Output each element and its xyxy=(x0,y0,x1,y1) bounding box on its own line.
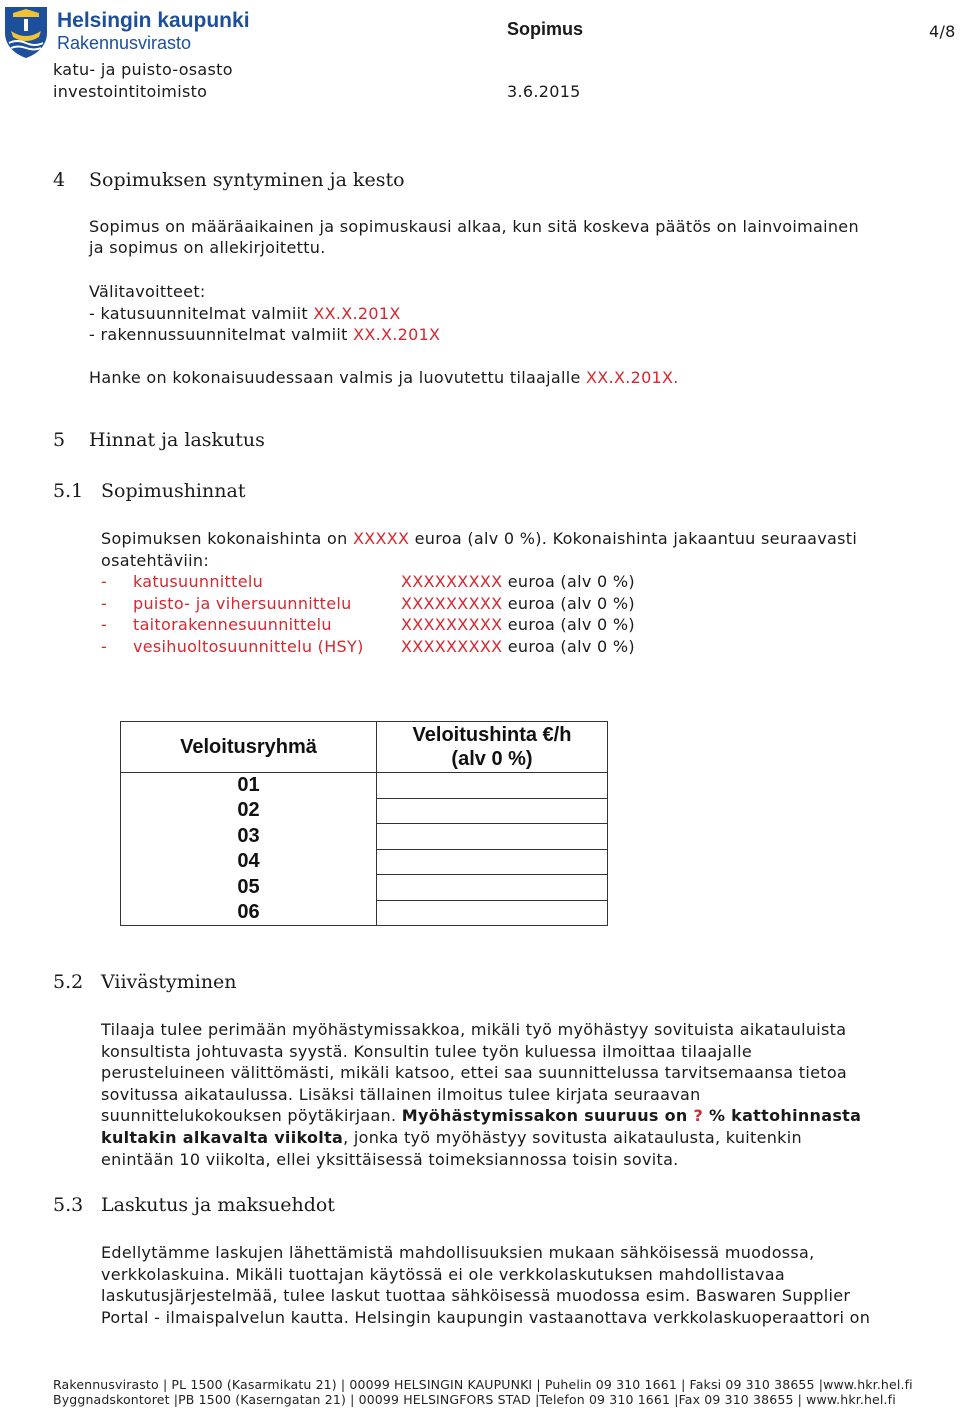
rate-table-col1-header: Veloitusryhmä xyxy=(121,722,377,773)
price-total-value: XXXXX xyxy=(352,529,410,548)
section-5-3-number: 5.3 xyxy=(53,1194,84,1216)
invoicing-line: Portal - ilmaispalvelun kautta. Helsingin kaupungin vastaanottava verkkolaskuoperaattori on xyxy=(101,1308,871,1327)
task-name: puisto- ja vihersuunnittelu xyxy=(133,594,352,613)
completion-line xyxy=(89,367,679,389)
milestone-text: - rakennussuunnitelmat valmiit xyxy=(89,325,354,344)
task-amount-line xyxy=(401,593,635,615)
milestone-item xyxy=(89,324,440,346)
price-total-line xyxy=(101,528,857,550)
rate-price-cell xyxy=(377,773,608,799)
section-4-title: Sopimuksen syntyminen ja kesto xyxy=(89,169,405,191)
price-text-a: Sopimuksen kokonaishinta on xyxy=(101,529,353,548)
city-name: Helsingin kaupunki xyxy=(57,9,250,32)
rate-table xyxy=(120,721,608,926)
unit-line-2: investointitoimisto xyxy=(53,82,208,101)
footer-line-1: Rakennusvirasto | PL 1500 (Kasarmikatu 21) | 00099 HELSINGIN KAUPUNKI | Puhelin 09 310 1661 | Faksi 09 310 38655 |www.hkr.hel.fi xyxy=(53,1377,913,1392)
task-name: katusuunnittelu xyxy=(133,572,264,591)
section-5-1-number: 5.1 xyxy=(53,480,84,502)
task-dash: - xyxy=(101,594,108,613)
penalty-label: Myöhästymissakon suuruus on xyxy=(401,1106,694,1125)
task-dash: - xyxy=(101,615,108,634)
invoicing-line: verkkolaskuina. Mikäli tuottajan käytössä ei ole verkkolaskutuksen mahdollistavaa xyxy=(101,1265,786,1284)
price-line-2: osatehtäviin: xyxy=(101,551,210,570)
rate-group-cell: 02 xyxy=(121,798,377,824)
section-5-2-number: 5.2 xyxy=(53,971,84,993)
delay-line xyxy=(101,1105,861,1127)
table-row xyxy=(121,900,608,926)
rate-table-col2-header-line1: Veloitushinta €/h xyxy=(412,724,572,746)
delay-text: suunnittelukokouksen pöytäkirjaan. xyxy=(101,1106,402,1125)
completion-text: Hanke on kokonaisuudessaan valmis ja luovutettu tilaajalle xyxy=(89,368,587,387)
task-name: taitorakennesuunnittelu xyxy=(133,615,332,634)
task-row xyxy=(101,614,107,636)
doc-date: 3.6.2015 xyxy=(507,82,581,101)
task-unit: euroa (alv 0 %) xyxy=(502,637,635,656)
milestone-item xyxy=(89,303,401,325)
task-amount: XXXXXXXXX xyxy=(401,615,503,634)
completion-date: XX.X.201X. xyxy=(586,368,679,387)
section-4-para-line-2: ja sopimus on allekirjoitettu. xyxy=(89,238,326,257)
delay-line xyxy=(101,1127,802,1149)
milestone-text: - katusuunnitelmat valmiit xyxy=(89,304,314,323)
task-row xyxy=(101,593,107,615)
task-amount-line xyxy=(401,636,635,658)
rate-price-cell xyxy=(377,824,608,850)
rate-price-cell xyxy=(377,875,608,901)
footer-line-2: Byggnadskontoret |PB 1500 (Kaserngatan 21) | 00099 HELSINGFORS STAD |Telefon 09 310 1661 |Fax 09 310 38655 | www.hkr.hel.fi xyxy=(53,1392,896,1407)
page-number: 4/8 xyxy=(929,22,956,41)
task-amount: XXXXXXXXX xyxy=(401,594,503,613)
task-amount: XXXXXXXXX xyxy=(401,572,503,591)
section-4-para-line-1: Sopimus on määräaikainen ja sopimuskausi alkaa, kun sitä koskeva päätös on lainvoimainen xyxy=(89,217,859,236)
task-amount-line xyxy=(401,614,635,636)
table-row xyxy=(121,773,608,799)
section-4-number: 4 xyxy=(53,169,66,191)
milestone-date: XX.X.201X xyxy=(313,304,401,323)
task-amount-line xyxy=(401,571,635,593)
penalty-unit: % kattohinnasta xyxy=(703,1106,862,1125)
rate-group-cell: 06 xyxy=(121,900,377,926)
rate-table-col2-header-line2: (alv 0 %) xyxy=(451,748,533,770)
table-row xyxy=(121,798,608,824)
department-name: Rakennusvirasto xyxy=(57,33,192,53)
section-5-title: Hinnat ja laskutus xyxy=(89,429,265,451)
task-dash: - xyxy=(101,572,108,591)
section-5-3-title: Laskutus ja maksuehdot xyxy=(101,1194,335,1216)
rate-table-col2-header xyxy=(377,722,608,773)
task-dash: - xyxy=(101,637,108,656)
rate-table-header xyxy=(121,722,608,773)
rate-group-cell: 01 xyxy=(121,773,377,799)
task-unit: euroa (alv 0 %) xyxy=(502,572,635,591)
delay-line: Tilaaja tulee perimään myöhästymissakkoa, mikäli työ myöhästyy sovituista aikatauluista xyxy=(101,1020,847,1039)
task-amount: XXXXXXXXX xyxy=(401,637,503,656)
helsinki-crest-icon xyxy=(3,5,49,59)
rate-price-cell xyxy=(377,798,608,824)
task-row xyxy=(101,571,107,593)
task-unit: euroa (alv 0 %) xyxy=(502,594,635,613)
milestone-date: XX.X.201X xyxy=(353,325,441,344)
rate-group-cell: 05 xyxy=(121,875,377,901)
task-unit: euroa (alv 0 %) xyxy=(502,615,635,634)
penalty-value: ? xyxy=(693,1106,704,1125)
table-row xyxy=(121,824,608,850)
invoicing-line: Edellytämme laskujen lähettämistä mahdollisuuksien mukaan sähköisessä muodossa, xyxy=(101,1243,815,1262)
section-5-number: 5 xyxy=(53,429,66,451)
section-5-1-title: Sopimushinnat xyxy=(101,480,246,502)
delay-line: perusteluineen välittömästi, mikäli katsoo, ettei saa suunnittelussa tarvitsemaansa tietoa xyxy=(101,1063,848,1082)
invoicing-line: laskutusjärjestelmää, tulee laskut tuottaa sähköisessä muodossa esim. Baswaren Supplier xyxy=(101,1286,851,1305)
delay-text: , jonka työ myöhästyy sovitusta aikataulusta, kuitenkin xyxy=(343,1128,802,1147)
delay-line: sovitussa aikataulussa. Lisäksi tällainen ilmoitus tulee kirjata seuraavan xyxy=(101,1085,701,1104)
task-row xyxy=(101,636,107,658)
price-text-c: euroa (alv 0 %). Kokonaishinta jakaantuu seuraavasti xyxy=(409,529,858,548)
unit-line-1: katu- ja puisto-osasto xyxy=(53,60,233,79)
delay-line: enintään 10 viikolta, ellei yksittäisessä toimeksiannossa toisin sovita. xyxy=(101,1150,679,1169)
task-name: vesihuoltosuunnittelu (HSY) xyxy=(133,637,364,656)
milestones-label: Välitavoitteet: xyxy=(89,282,206,301)
section-5-2-title: Viivästyminen xyxy=(101,971,237,993)
doc-title: Sopimus xyxy=(507,19,584,39)
rate-price-cell xyxy=(377,900,608,926)
table-row xyxy=(121,875,608,901)
penalty-period: kultakin alkavalta viikolta xyxy=(101,1128,344,1147)
table-row xyxy=(121,849,608,875)
rate-price-cell xyxy=(377,849,608,875)
rate-group-cell: 03 xyxy=(121,824,377,850)
rate-group-cell: 04 xyxy=(121,849,377,875)
delay-line: konsultista johtuvasta syystä. Konsultin tulee työn kuluessa ilmoittaa tilaajalle xyxy=(101,1042,752,1061)
